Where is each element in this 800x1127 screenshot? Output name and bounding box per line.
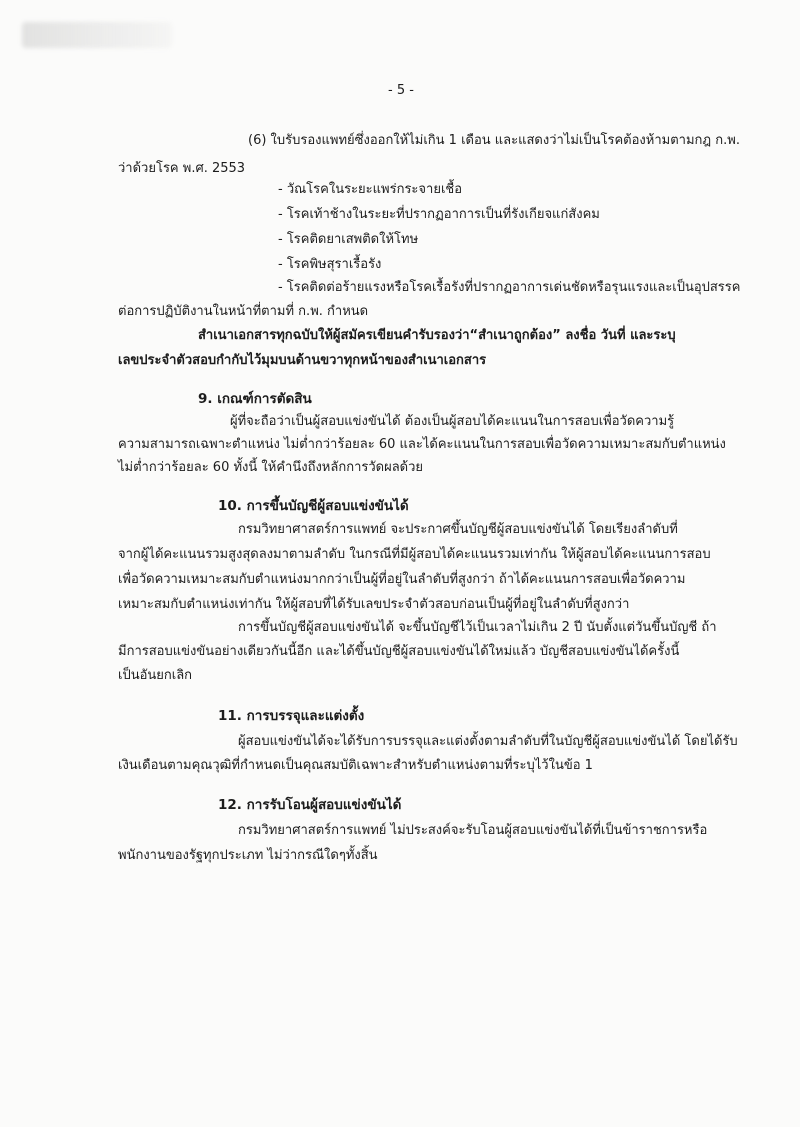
section10-text: การขึ้นบัญชีผู้สอบแข่งขันได้ จะขึ้นบัญชีไว้เป็นเวลาไม่เกิน 2 ปี นับตั้งแต่วันขึ้นบัญชี ถ้า <box>238 620 717 635</box>
page-number: - 5 - <box>388 83 414 98</box>
section12-heading: 12. การรับโอนผู้สอบแข่งขันได้ <box>218 797 402 813</box>
item6-line1: (6) ใบรับรองแพทย์ซึ่งออกให้ไม่เกิน 1 เดือน และแสดงว่าไม่เป็นโรคต้องห้ามตามกฎ ก.พ. <box>248 133 740 148</box>
section10-text: เพื่อวัดความเหมาะสมกับตำแหน่งมากกว่าเป็นผู้ที่อยู่ในลำดับที่สูงกว่า ถ้าได้คะแนนการสอบเพื่อวัดความ <box>118 572 686 587</box>
section10-text: จากผู้ได้คะแนนรวมสูงสุดลงมาตามลำดับ ในกรณีที่มีผู้สอบได้คะแนนรวมเท่ากัน ให้ผู้สอบได้คะแนนการสอบ <box>118 547 711 562</box>
section9-text: ไม่ต่ำกว่าร้อยละ 60 ทั้งนี้ ให้คำนึงถึงหลักการวัดผลด้วย <box>118 460 424 475</box>
copy-note-line1: สำเนาเอกสารทุกฉบับให้ผู้สมัครเขียนคำรับรองว่า“สำเนาถูกต้อง” ลงชื่อ วันที่ และระบุ <box>198 328 676 343</box>
disease-tail: ต่อการปฏิบัติงานในหน้าที่ตามที่ ก.พ. กำหนด <box>118 304 369 319</box>
section9-text: ผู้ที่จะถือว่าเป็นผู้สอบแข่งขันได้ ต้องเป็นผู้สอบได้คะแนนในการสอบเพื่อวัดความรู้ <box>230 414 675 429</box>
section11-heading: 11. การบรรจุและแต่งตั้ง <box>218 708 365 724</box>
disease-item: - โรคติดต่อร้ายแรงหรือโรคเรื้อรังที่ปรากฏอาการเด่นชัดหรือรุนแรงและเป็นอุปสรรค <box>278 280 741 295</box>
section10-heading: 10. การขึ้นบัญชีผู้สอบแข่งขันได้ <box>218 498 409 514</box>
section9-heading: 9. เกณฑ์การตัดสิน <box>198 391 312 407</box>
section10-text: เป็นอันยกเลิก <box>118 668 193 683</box>
section10-text: มีการสอบแข่งขันอย่างเดียวกันนี้อีก และได้ขึ้นบัญชีผู้สอบแข่งขันได้ใหม่แล้ว บัญชีสอบแข่งขันได้ครั้งนี้ <box>118 644 680 659</box>
section10-text: เหมาะสมกับตำแหน่งเท่ากัน ให้ผู้สอบที่ได้รับเลขประจำตัวสอบก่อนเป็นผู้ที่อยู่ในลำดับที่สูงกว่า <box>118 597 630 612</box>
section12-text: กรมวิทยาศาสตร์การแพทย์ ไม่ประสงค์จะรับโอนผู้สอบแข่งขันได้ที่เป็นข้าราชการหรือ <box>238 823 708 838</box>
disease-item: - โรคพิษสุราเรื้อรัง <box>278 257 382 272</box>
copy-note-line2: เลขประจำตัวสอบกำกับไว้มุมบนด้านขวาทุกหน้าของสำเนาเอกสาร <box>118 353 487 368</box>
section11-text: เงินเดือนตามคุณวุฒิที่กำหนดเป็นคุณสมบัติเฉพาะสำหรับตำแหน่งตามที่ระบุไว้ในข้อ 1 <box>118 758 593 773</box>
section11-text: ผู้สอบแข่งขันได้จะได้รับการบรรจุและแต่งตั้งตามลำดับที่ในบัญชีผู้สอบแข่งขันได้ โดยได้รับ <box>238 734 738 749</box>
section9-text: ความสามารถเฉพาะตำแหน่ง ไม่ต่ำกว่าร้อยละ 60 และได้คะแนนในการสอบเพื่อวัดความเหมาะสมกับตำแหน่ง <box>118 437 726 452</box>
disease-item: - โรคติดยาเสพติดให้โทษ <box>278 232 419 247</box>
section12-text: พนักงานของรัฐทุกประเภท ไม่ว่ากรณีใดๆทั้งสิ้น <box>118 848 378 863</box>
item6-line2: ว่าด้วยโรค พ.ศ. 2553 <box>118 161 246 176</box>
section10-text: กรมวิทยาศาสตร์การแพทย์ จะประกาศขึ้นบัญชีผู้สอบแข่งขันได้ โดยเรียงลำดับที่ <box>238 522 678 537</box>
scan-artifact <box>22 22 172 48</box>
disease-item: - วัณโรคในระยะแพร่กระจายเชื้อ <box>278 182 463 197</box>
disease-item: - โรคเท้าช้างในระยะที่ปรากฏอาการเป็นที่รังเกียจแก่สังคม <box>278 207 600 222</box>
